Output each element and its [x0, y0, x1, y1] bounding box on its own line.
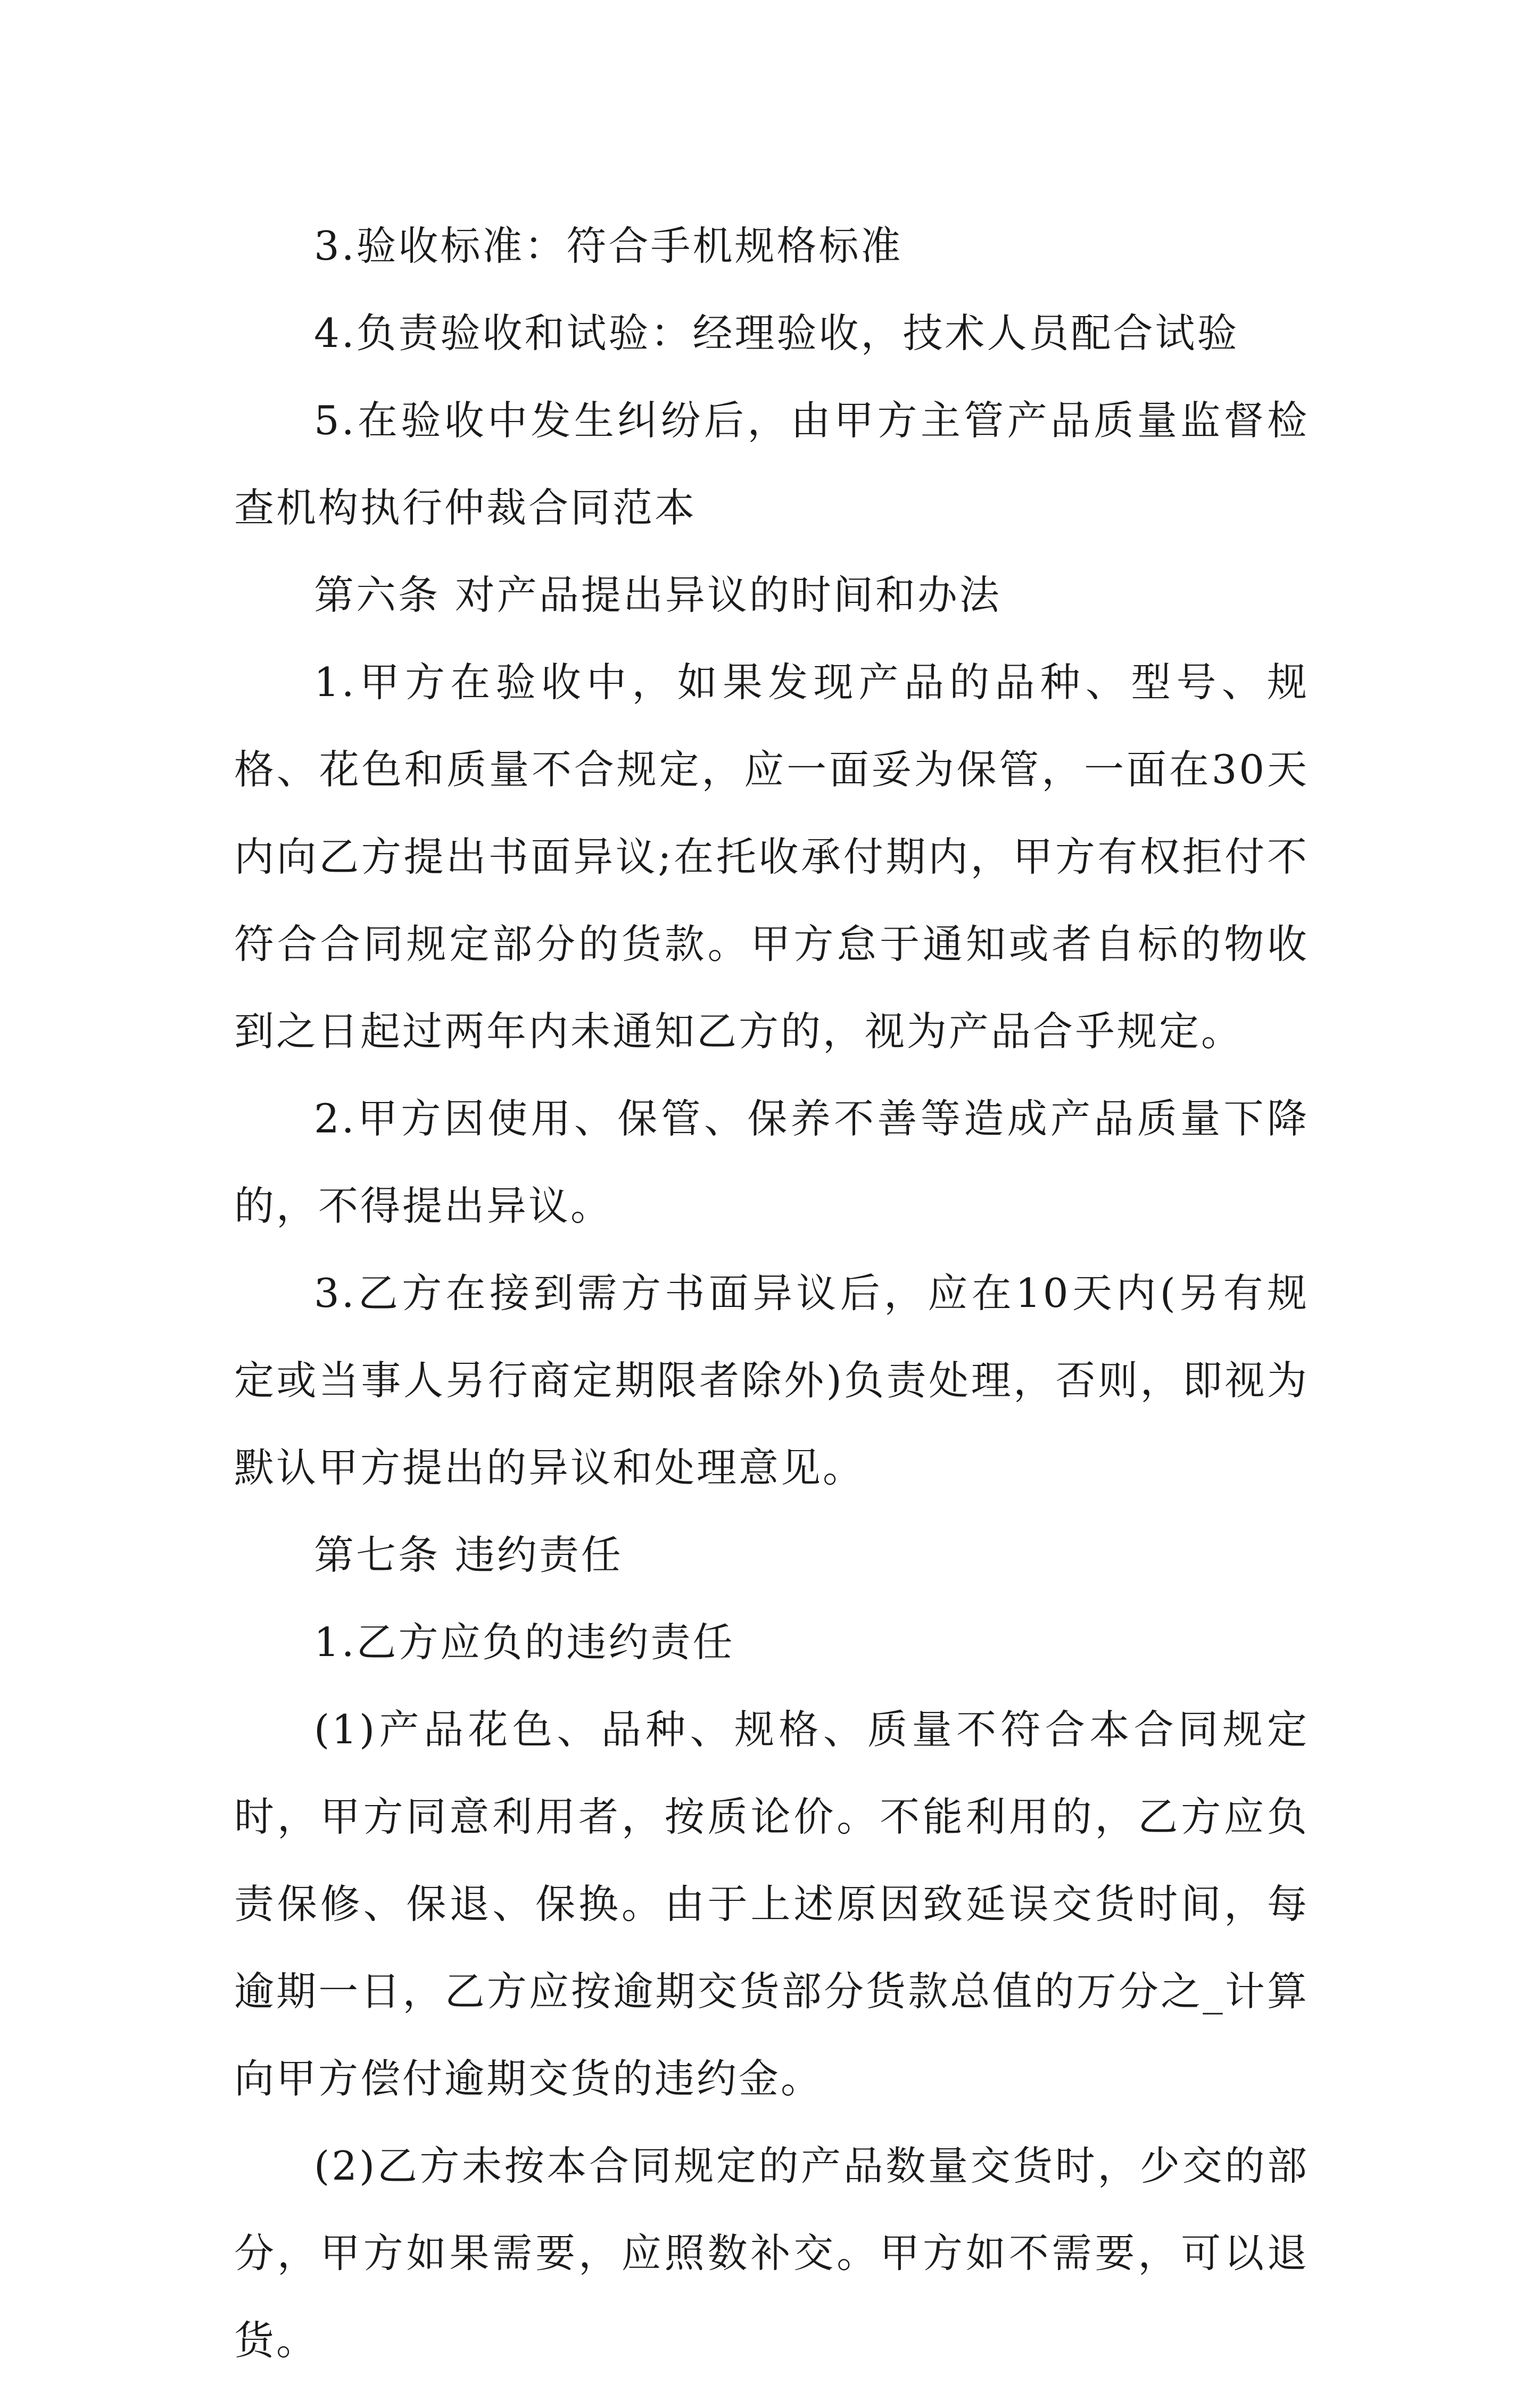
article-seven-heading: 第七条 违约责任	[314, 1532, 623, 1578]
clause-acceptance-standard: 3.验收标准：符合手机规格标准	[314, 222, 903, 269]
document-body	[234, 202, 1309, 2384]
clause-objection-misuse: 2.甲方因使用、保管、保养不善等造成产品质量下降的，不得提出异议。	[234, 1095, 1309, 1229]
clause-liability-quality: (1)产品花色、品种、规格、质量不符合本合同规定时，甲方同意利用者，按质论价。不能利用的，乙方应负责保修、保退、保换。由于上述原因致延误交货时间，每逾期一日，乙方应按逾期交货部分货款总值的万分之_计算向甲方偿付逾期交货的违约金。	[234, 1706, 1309, 2102]
clause-objection-handling: 3.乙方在接到需方书面异议后，应在10天内(另有规定或当事人另行商定期限者除外)负责处理，否则，即视为默认甲方提出的异议和处理意见。	[234, 1270, 1309, 1491]
clause-acceptance-responsibility: 4.负责验收和试验：经理验收，技术人员配合试验	[314, 310, 1239, 357]
article-six-heading: 第六条 对产品提出异议的时间和办法	[314, 572, 1001, 618]
clause-objection-inspection: 1.甲方在验收中，如果发现产品的品种、型号、规格、花色和质量不合规定，应一面妥为保管，一面在30天内向乙方提出书面异议;在托收承付期内，甲方有权拒付不符合合同规定部分的货款。甲方怠于通知或者自标的物收到之日起过两年内未通知乙方的，视为产品合乎规定。	[234, 659, 1309, 1055]
clause-seller-liability: 1.乙方应负的违约责任	[314, 1619, 735, 1666]
clause-dispute-arbitration: 5.在验收中发生纠纷后，由甲方主管产品质量监督检查机构执行仲裁合同范本	[234, 397, 1309, 531]
clause-liability-quantity: (2)乙方未按本合同规定的产品数量交货时，少交的部分，甲方如果需要，应照数补交。甲方如不需要，可以退货。	[234, 2142, 1309, 2364]
